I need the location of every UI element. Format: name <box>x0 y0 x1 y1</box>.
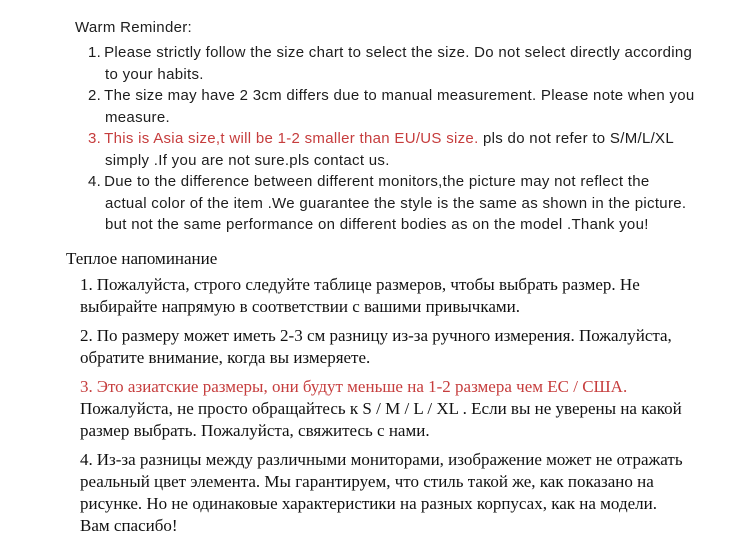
russian-item-4 <box>80 449 705 537</box>
english-item-3-red-text: This is Asia size,t will be 1-2 smaller than EU/US size. <box>104 130 479 147</box>
english-item-1-text: Please strictly follow the size chart to select the size. Do not select directly according to your habits. <box>104 44 693 83</box>
russian-item-2 <box>80 325 705 369</box>
russian-item-1-text: Пожалуйста, строго следуйте таблице размеров, чтобы выбрать размер. Не выбирайте напрямую в соответствии с вашими привычками. <box>80 274 640 316</box>
english-item-2 <box>88 85 695 128</box>
english-item-1 <box>88 42 695 85</box>
russian-item-1 <box>80 274 705 318</box>
english-item-4 <box>88 171 695 236</box>
russian-item-2-text: По размеру может иметь 2-3 см разницу из-за ручного измерения. Пожалуйста, обратите внимание, когда вы измеряете. <box>80 325 672 367</box>
russian-item-3-red-line <box>80 376 705 398</box>
english-item-4-text: Due to the difference between different monitors,the picture may not reflect the actual color of the item .We guarantee the style is the same as shown in the picture. but not the same performance on different bodies as on the model .Thank you! <box>104 173 687 233</box>
russian-item-3-number: 3. <box>80 376 93 396</box>
english-title: Warm Reminder: <box>75 19 192 36</box>
english-item-3 <box>88 128 695 171</box>
russian-item-4-thanks: Вам спасибо! <box>80 515 178 535</box>
russian-item-2-number: 2. <box>80 325 93 345</box>
english-item-2-number: 2. <box>88 87 102 104</box>
english-item-1-number: 1. <box>88 44 102 61</box>
russian-item-3 <box>80 376 705 442</box>
english-item-4-number: 4. <box>88 173 102 190</box>
russian-reminder-section <box>0 236 750 537</box>
russian-item-3-red-text: Это азиатские размеры, они будут меньше на 1-2 размера чем ЕС / США. <box>96 376 628 396</box>
english-item-3-number: 3. <box>88 130 102 147</box>
english-reminder-section <box>0 0 750 236</box>
russian-item-4-text: Из-за разницы между различными мониторами, изображение может не отражать реальный цвет элемента. Мы гарантируем, что стиль такой же, как показано на рисунке. Но не одинаковые характеристики на разных корпусах, как на модели. <box>80 449 683 513</box>
russian-item-4-number: 4. <box>80 449 93 469</box>
russian-item-1-number: 1. <box>80 274 93 294</box>
russian-item-3-text: Пожалуйста, не просто обращайтесь к S / M / L / XL . Если вы не уверены на какой размер выбрать. Пожалуйста, свяжитесь с нами. <box>80 398 682 440</box>
russian-title: Теплое напоминание <box>66 248 218 268</box>
english-item-2-text: The size may have 2 3cm differs due to manual measurement. Please note when you measure. <box>104 87 695 126</box>
english-item-3-text: pls do not refer to S/M/L/XL simply .If you are not sure.pls contact us. <box>105 130 674 169</box>
